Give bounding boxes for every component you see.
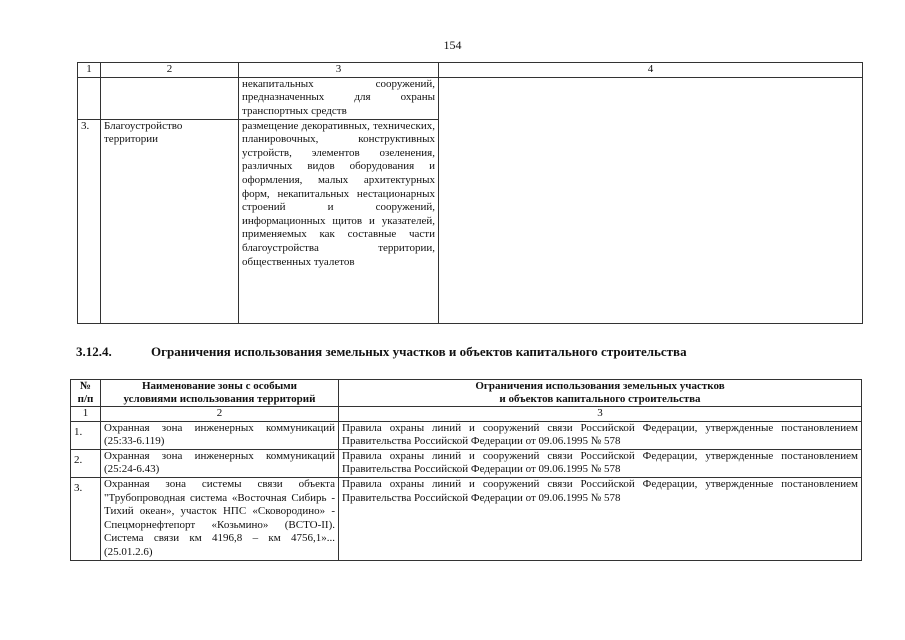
column-index: 4 bbox=[439, 63, 863, 78]
column-header-restrictions: Ограничения использования земельных участков и объектов капитального строительства bbox=[339, 380, 862, 407]
column-index: 2 bbox=[101, 407, 339, 422]
column-index: 1 bbox=[71, 407, 101, 422]
use-type-name: Благоустройство территории bbox=[101, 119, 239, 323]
column-index: 2 bbox=[101, 63, 239, 78]
restrictions-table bbox=[70, 379, 862, 561]
zone-name: Охранная зона системы связи объекта "Трубопроводная система «Восточная Сибирь - Тихий океан», участок НПС «Сковородино» - Спецморнефтепорт «Козьмино» (ВСТО-II). Система связи км 4196,8 – км 4756,1»... (25.01.2.6) bbox=[101, 477, 339, 560]
row-number: 2. bbox=[71, 449, 101, 477]
continued-description: некапитальных сооружений, предназначенных для охраны транспортных средств bbox=[239, 77, 439, 119]
land-use-table bbox=[77, 62, 863, 324]
row-number: 3. bbox=[78, 119, 101, 323]
page-number: 154 bbox=[443, 38, 462, 52]
row-number: 3. bbox=[71, 477, 101, 560]
column-header-zone: Наименование зоны с особыми условиями использования территорий bbox=[101, 380, 339, 407]
section-title: Ограничения использования земельных участков и объектов капитального строительства bbox=[151, 344, 687, 359]
table-row bbox=[71, 421, 862, 449]
zone-name: Охранная зона инженерных коммуникаций (25:24-6.43) bbox=[101, 449, 339, 477]
table-row bbox=[78, 77, 863, 119]
column-index: 3 bbox=[239, 63, 439, 78]
restrictions-cell bbox=[439, 77, 863, 323]
section-number: 3.12.4. bbox=[76, 344, 112, 359]
restriction-text: Правила охраны линий и сооружений связи Российской Федерации, утвержденные постановлением Правительства Российской Федерации от 09.06.1995 № 578 bbox=[339, 421, 862, 449]
column-index: 1 bbox=[78, 63, 101, 78]
column-index: 3 bbox=[339, 407, 862, 422]
restriction-text: Правила охраны линий и сооружений связи Российской Федерации, утвержденные постановлением Правительства Российской Федерации от 09.06.1995 № 578 bbox=[339, 449, 862, 477]
use-type-description: размещение декоративных, технических, планировочных, конструктивных устройств, элементов озеленения, различных видов оборудования и оформления, малых архитектурных форм, некапитальных нестационарных строений и сооружений, информационных щитов и указателей, применяемых как составные части благоустройства территории, общественных туалетов bbox=[239, 119, 439, 323]
column-header-number: № п/п bbox=[71, 380, 101, 407]
column-index-row bbox=[71, 407, 862, 422]
zone-name: Охранная зона инженерных коммуникаций (25:33-6.119) bbox=[101, 421, 339, 449]
row-number: 1. bbox=[71, 421, 101, 449]
restriction-text: Правила охраны линий и сооружений связи Российской Федерации, утвержденные постановлением Правительства Российской Федерации от 09.06.1995 № 578 bbox=[339, 477, 862, 560]
header-row bbox=[71, 380, 862, 407]
section-heading bbox=[76, 344, 876, 360]
table-row bbox=[71, 477, 862, 560]
column-index-row bbox=[78, 63, 863, 78]
table-row bbox=[71, 449, 862, 477]
